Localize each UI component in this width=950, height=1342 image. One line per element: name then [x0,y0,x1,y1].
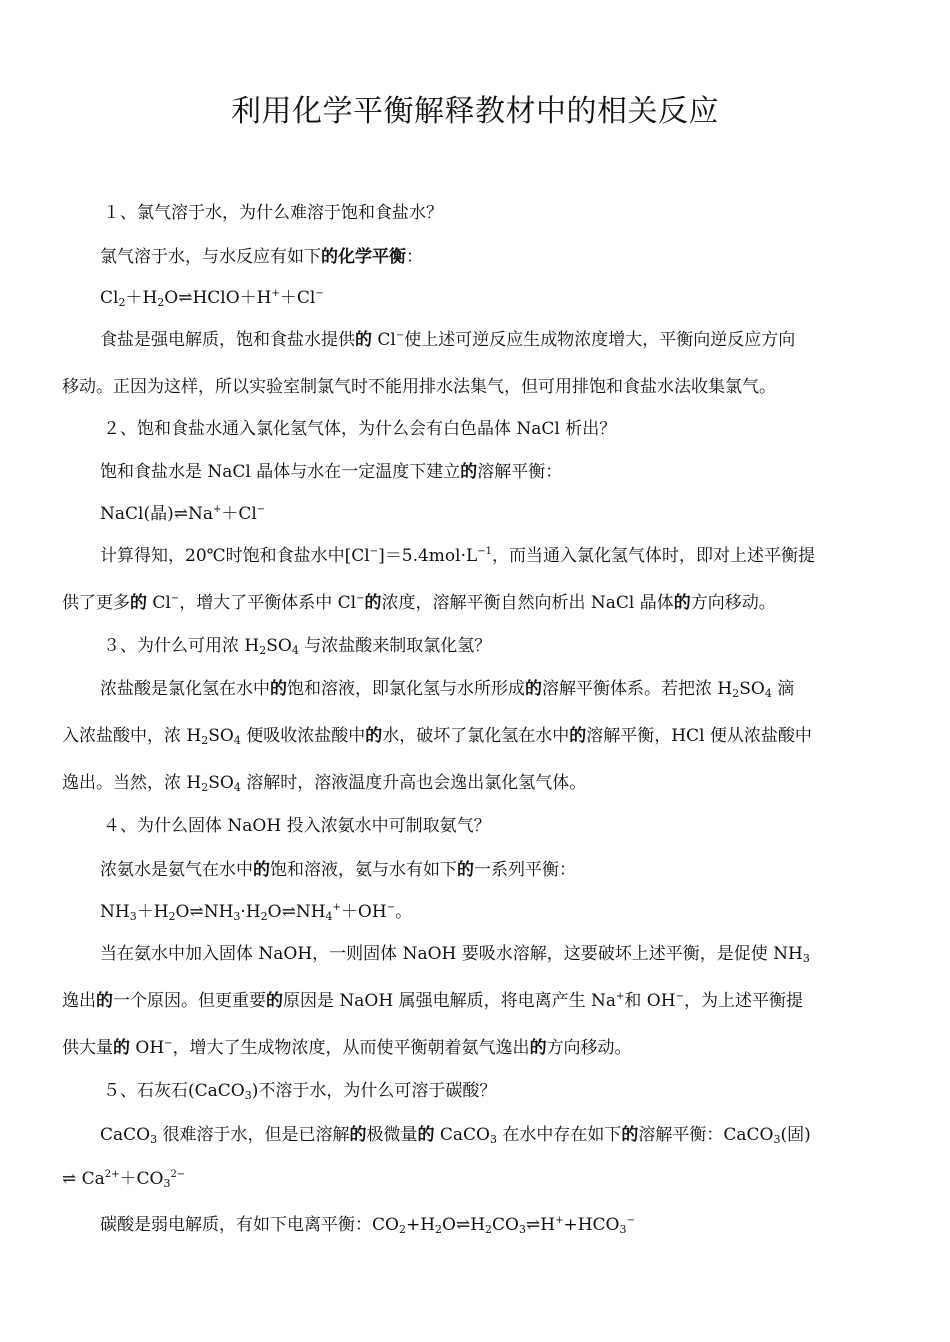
paragraph-line: 入浓盐酸中，浓 $H_2SO_4$ 便吸收浓盐酸中的水，破坏了氯化氢在水中的溶解平衡，HCl 便从浓盐酸中 [62,726,812,747]
paragraph-line: ⇌ $Ca^{2+}+CO_3^{2-}$ [62,1169,186,1190]
paragraph-line: 供大量的 OH−，增大了生成物浓度，从而使平衡朝着氨气逸出的方向移动。 [62,1038,632,1058]
paragraph-line: $Cl_2+H_2O\rightleftharpoons HClO+H^++Cl^-$ [100,288,324,309]
question-heading: ３、为什么可用浓 $H_2SO_4$ 与浓盐酸来制取氯化氢？ [103,636,492,657]
paragraph-line: 当在氨水中加入固体 NaOH，一则固体 NaOH 要吸水溶解，这要破坏上述平衡，是促使 $NH_3$ [100,944,810,965]
paragraph-line: 逸出。当然，浓 $H_2SO_4$ 溶解时，溶液温度升高也会逸出氯化氢气体。 [62,773,587,794]
paragraph-line: 饱和食盐水是 NaCl 晶体与水在一定温度下建立的溶解平衡： [100,462,563,482]
paragraph-line: 浓盐酸是氯化氢在水中的饱和溶液，即氯化氢与水所形成的溶解平衡体系。若把浓 $H_2SO_4$ 滴 [100,679,795,700]
paragraph-line: 移动。正因为这样，所以实验室制氯气时不能用排水法集气，但可用排饱和食盐水法收集氯气。 [62,377,776,397]
paragraph-line: NaCl(晶)⇌Na+＋Cl− [100,504,266,524]
paragraph-line: 浓氨水是氨气在水中的饱和溶液，氨与水有如下的一系列平衡： [100,860,576,880]
paragraph-line: $NH_3+H_2O\rightleftharpoons NH_3\cdot H_2O\rightleftharpoons NH_4^++OH^-$。 [100,902,413,923]
question-heading: ４、为什么固体 NaOH 投入浓氨水中可制取氨气？ [103,816,491,836]
paragraph-line: 逸出的一个原因。但更重要的原因是 NaOH 属强电解质，将电离产生 Na+和 OH−，为上述平衡提 [62,991,803,1011]
paragraph-line: 计算得知，20℃时饱和食盐水中$[Cl^-]=5.4mol\cdot L^{-1}$，而当通入氯化氢气体时，即对上述平衡提 [100,546,816,566]
document-title: 利用化学平衡解释教材中的相关反应 [231,94,719,129]
paragraph-line: 氯气溶于水，与水反应有如下的化学平衡： [100,247,423,267]
paragraph-line: 碳酸是弱电解质，有如下电离平衡：$CO_2+H_2O\rightleftharpoons H_2CO_3\rightleftharpoons H^++HCO_3^-$ [100,1215,635,1236]
paragraph-line: 供了更多的 Cl−，增大了平衡体系中 Cl−的浓度，溶解平衡自然向析出 NaCl 晶体的方向移动。 [62,593,776,613]
question-heading: ２、饱和食盐水通入氯化氢气体，为什么会有白色晶体 NaCl 析出？ [103,419,617,439]
question-heading: １、氯气溶于水，为什么难溶于饱和食盐水？ [103,203,443,223]
paragraph-line: 食盐是强电解质，饱和食盐水提供的 Cl−使上述可逆反应生成物浓度增大，平衡向逆反应方向 [100,330,796,350]
paragraph-line: CaCO$_3$ 很难溶于水，但是已溶解的极微量的 CaCO$_3$ 在水中存在如下的溶解平衡：CaCO$_3$(固) [100,1125,811,1146]
question-heading: ５、石灰石(CaCO$_3$)不溶于水，为什么可溶于碳酸？ [103,1081,497,1102]
